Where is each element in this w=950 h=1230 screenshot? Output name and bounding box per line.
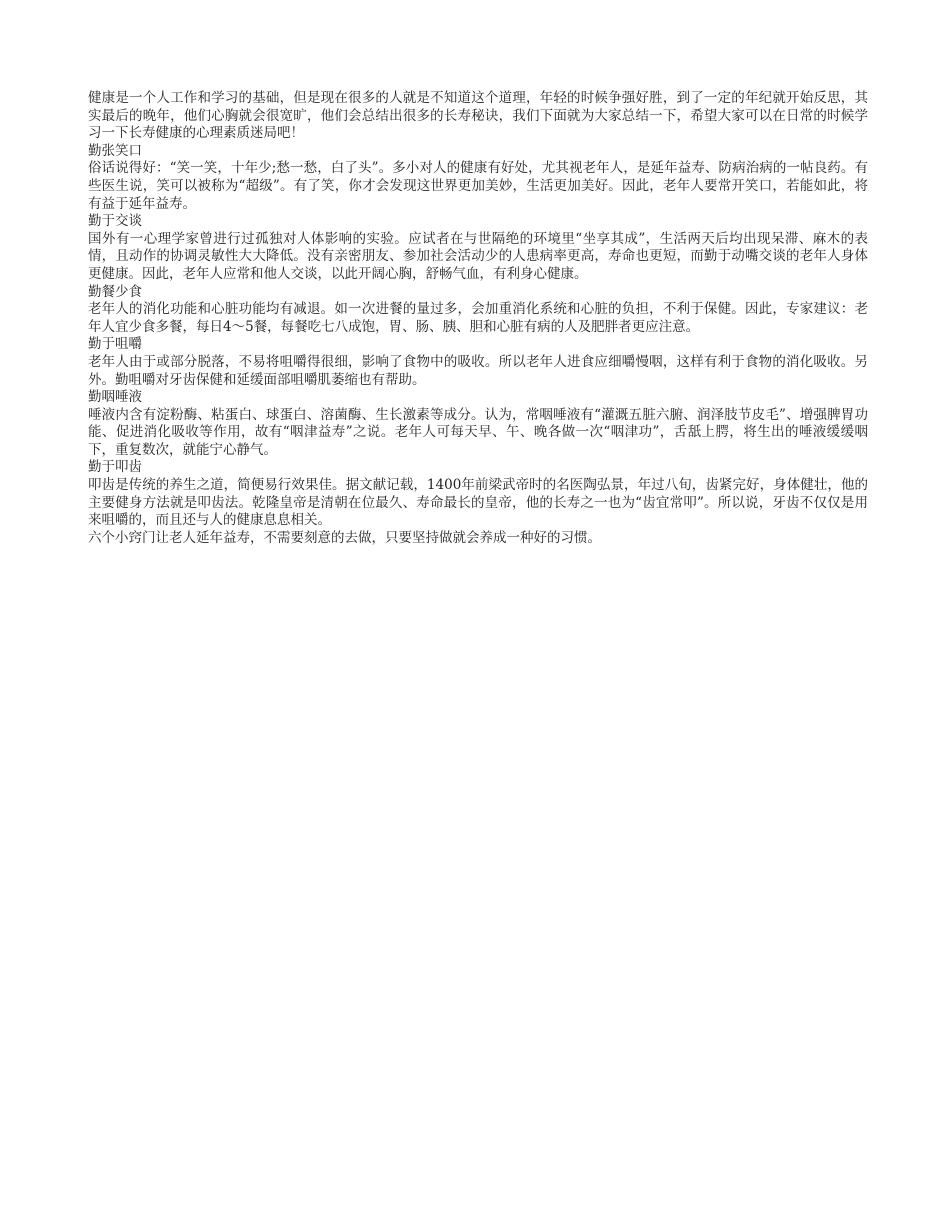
- section-heading-meals: 勤餐少食: [88, 283, 142, 300]
- section-body-chewing: 老年人由于或部分脱落，不易将咀嚼得很细，影响了食物中的吸收。所以老年人进食应细嚼慢咽，这样有利于食物的消化吸收。另外。勤咀嚼对牙齿保健和延缓面部咀嚼肌萎缩也有帮助。: [88, 353, 868, 388]
- section-body-talk: 国外有一心理学家曾进行过孤独对人体影响的实验。应试者在与世隔绝的环境里“坐享其成”，生活两天后均出现呆滞、麻木的表情，且动作的协调灵敏性大大降低。没有亲密朋友、参加社会活动少的人患病率更高，寿命也更短，而勤于动嘴交谈的老年人身体更健康。因此，老年人应常和他人交谈，以此开阔心胸，舒畅气血，有利身心健康。: [88, 230, 868, 282]
- section-body-meals: 老年人的消化功能和心脏功能均有减退。如一次进餐的量过多，会加重消化系统和心脏的负担，不利于保健。因此，专家建议：老年人宜少食多餐，每日4～5餐，每餐吃七八成饱，胃、肠、胰、胆和心脏有病的人及肥胖者更应注意。: [88, 301, 868, 335]
- section-heading-chewing: 勤于咀嚼: [88, 336, 142, 353]
- conclusion-paragraph: 六个小窍门让老人延年益寿，不需要刻意的去做，只要坚持做就会养成一种好的习惯。: [88, 529, 601, 546]
- section-body-saliva: 唾液内含有淀粉酶、粘蛋白、球蛋白、溶菌酶、生长激素等成分。认为，常咽唾液有“灌溉五脏六腑、润泽肢节皮毛”、增强脾胃功能、促进消化吸收等作用，故有“咽津益寿”之说。老年人可每天早、午、晚各做一次“咽津功”，舌舐上腭，将生出的唾液缓缓咽下，重复数次，就能宁心静气。: [88, 406, 868, 458]
- section-heading-smile: 勤张笑口: [88, 142, 142, 159]
- section-heading-saliva: 勤咽唾液: [88, 389, 142, 406]
- document-body: [88, 90, 868, 547]
- intro-paragraph: 健康是一个人工作和学习的基础，但是现在很多的人就是不知道这个道理，年轻的时候争强好胜，到了一定的年纪就开始反思，其实最后的晚年，他们心胸就会很宽旷，他们会总结出很多的长寿秘诀，我们下面就为大家总结一下，希望大家可以在日常的时候学习一下长寿健康的心理素质迷局吧！: [88, 90, 868, 142]
- section-body-smile: 俗话说得好：“笑一笑，十年少;愁一愁，白了头”。多小对人的健康有好处，尤其视老年人，是延年益寿、防病治病的一帖良药。有些医生说，笑可以被称为“超级”。有了笑，你才会发现这世界更加美妙，生活更加美好。因此，老年人要常开笑口，若能如此，将有益于延年益寿。: [88, 160, 868, 212]
- section-heading-talk: 勤于交谈: [88, 213, 142, 230]
- section-body-teeth: 叩齿是传统的养生之道，简便易行效果佳。据文献记载，1400年前梁武帝时的名医陶弘景，年过八旬，齿紧完好，身体健壮，他的主要健身方法就是叩齿法。乾隆皇帝是清朝在位最久、寿命最长的皇帝，他的长寿之一也为“齿宜常叩”。所以说，牙齿不仅仅是用来咀嚼的，而且还与人的健康息息相关。: [88, 477, 868, 529]
- section-heading-teeth: 勤于叩齿: [88, 459, 142, 476]
